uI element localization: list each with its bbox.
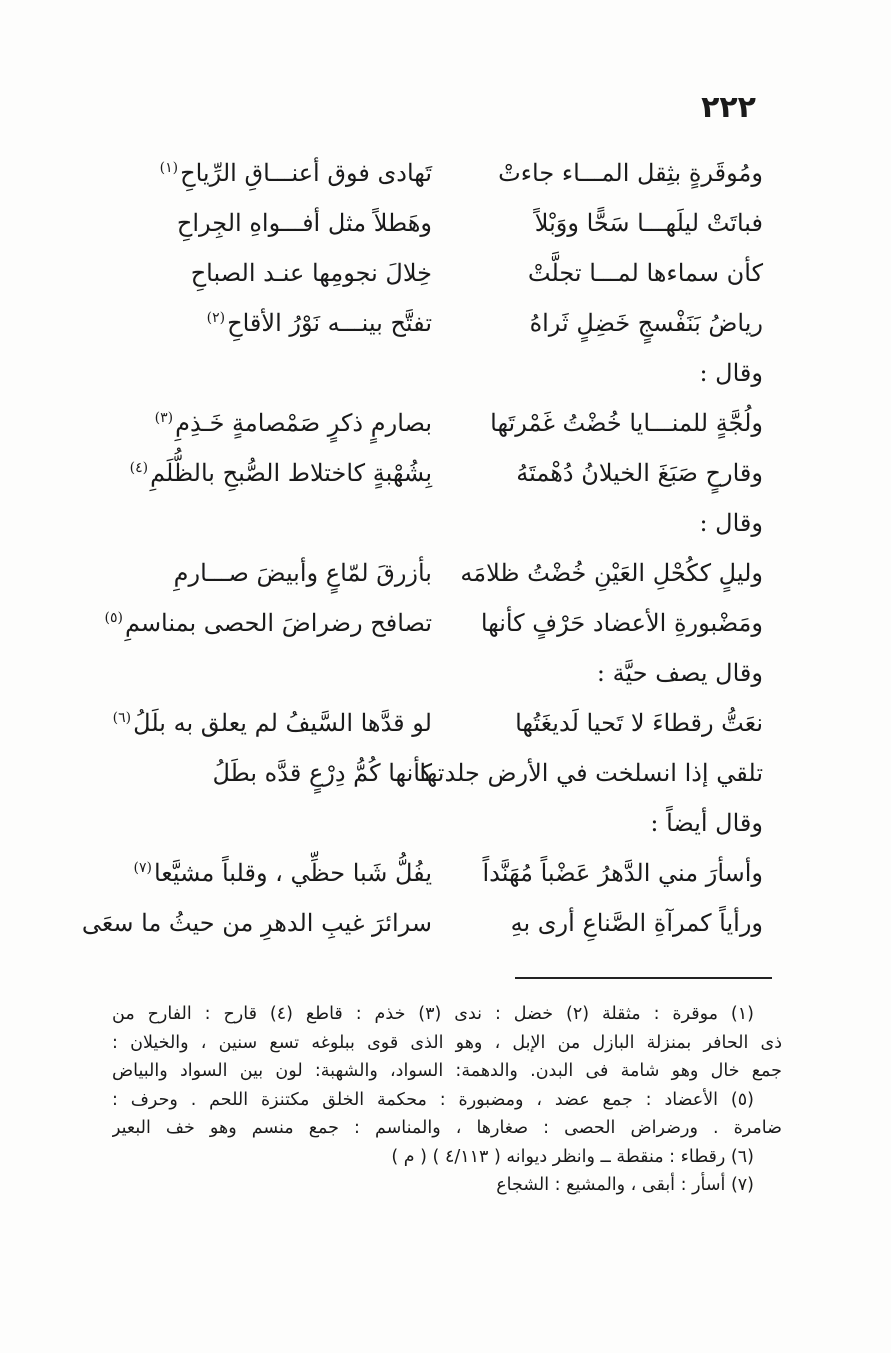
verse-second-hemistich bbox=[81, 898, 432, 948]
verse-first-hemistich: وقارحٍ صَبَغَ الخيلانُ دُهْمتَهُ bbox=[516, 459, 763, 487]
footnote-line: ضامرة . ورضراض الحصى : صغارها ، والمناسم : جمع منسم وهو خف البعير bbox=[112, 1118, 782, 1138]
verse-first-hemistich: كأن سماءها لمـــا تجلَّتْ bbox=[527, 259, 763, 287]
poem-block bbox=[81, 148, 763, 948]
poem-verse bbox=[127, 298, 763, 348]
verse-first-hemistich: وليلٍ ككُحْلِ العَيْنِ خُضْتُ ظلامَه bbox=[460, 559, 763, 587]
poem-verse bbox=[81, 898, 763, 948]
footnote-line: (٥) الأعضاد : جمع عضد ، ومضبورة : محكمة الخلق مكتنزة اللحم . وحرف : bbox=[112, 1089, 754, 1110]
poem-verse bbox=[127, 748, 763, 798]
footnote-marker: (٣) bbox=[154, 410, 174, 426]
hemistich-text: كأنها كُمُّ دِرْعٍ قدَّه بطَلُ bbox=[212, 759, 432, 787]
hemistich-text: بِشُهْبةٍ كاختلاط الصُّبحِ بالظُّلَمِ bbox=[150, 459, 432, 487]
poem-verse bbox=[127, 398, 763, 448]
poem-verse bbox=[127, 548, 763, 598]
verse-second-hemistich bbox=[127, 148, 432, 198]
hemistich-text: تفتَّح بينـــه نَوْرُ الأقاحِ bbox=[227, 309, 432, 337]
verse-second-hemistich bbox=[127, 448, 432, 498]
verse-first-hemistich: ورأياً كمرآةِ الصَّناعِ أرى بهِ bbox=[510, 909, 763, 937]
intro-text: وقال أيضاً : bbox=[650, 809, 763, 837]
verse-first-hemistich: فباتَتْ ليلَهـــا سَحًّا ووَبْلاً bbox=[534, 209, 763, 237]
poem-intro-line bbox=[127, 648, 763, 698]
poem-intro-line bbox=[127, 498, 763, 548]
hemistich-text: خِلالَ نجومِها عنـد الصباحِ bbox=[190, 259, 432, 287]
verse-second-hemistich bbox=[127, 298, 432, 348]
hemistich-text: تصافح رضراضَ الحصى بمناسمِ bbox=[124, 609, 432, 637]
page-number: ٢٢٢ bbox=[701, 90, 756, 125]
footnote-line: ذى الحافر بمنزلة البازل من الإبل ، وهو الذى قوى ببلوغه تسع سنين ، والخيلان : bbox=[112, 1032, 782, 1053]
poem-verse bbox=[127, 248, 763, 298]
verse-first-hemistich: رياضُ بَنَفْسجٍ خَضِلٍ ثَراهُ bbox=[529, 309, 763, 337]
footnote-marker: (٦) bbox=[112, 710, 132, 726]
intro-text: وقال : bbox=[699, 359, 763, 387]
verse-second-hemistich bbox=[127, 848, 432, 898]
verse-first-hemistich: وأسأرَ مني الدَّهرُ عَضْباً مُهَنَّداً bbox=[482, 859, 763, 887]
hemistich-text: بصارمٍ ذكرٍ صَمْصامةٍ خَـذِمِ bbox=[175, 409, 432, 437]
poem-verse bbox=[127, 848, 763, 898]
verse-first-hemistich: ولُجَّةٍ للمنـــايا خُضْتُ غَمْرتَها bbox=[490, 409, 763, 437]
hemistich-text: وهَطلاً مثل أفـــواهِ الجِراحِ bbox=[176, 209, 432, 237]
poem-verse bbox=[112, 698, 763, 748]
hemistich-text: سرائرَ غيبِ الدهرِ من حيثُ ما سعَى bbox=[81, 909, 432, 937]
poem-intro-line bbox=[127, 798, 763, 848]
poem-verse bbox=[127, 448, 763, 498]
verse-second-hemistich bbox=[127, 398, 432, 448]
footnote-line: (٧) أسأر : أبقى ، والمشيع : الشجاع bbox=[496, 1175, 754, 1195]
footnote-line: جمع خال وهو شامة فى البدن. والدهمة: السواد، والشهبة: لون بين السواد والبياض bbox=[112, 1061, 782, 1081]
hemistich-text: يفُلُّ شَبا حظِّي ، وقلباً مشيَّعا bbox=[153, 859, 432, 887]
verse-second-hemistich bbox=[127, 248, 432, 298]
poem-intro-line bbox=[127, 348, 763, 398]
footnote-divider bbox=[515, 977, 772, 979]
footnote-marker: (٢) bbox=[206, 310, 226, 326]
poem-verse bbox=[104, 598, 763, 648]
poem-verse bbox=[127, 148, 763, 198]
verse-second-hemistich bbox=[104, 598, 432, 648]
verse-second-hemistich bbox=[127, 198, 432, 248]
footnote-line: (٦) رقطاء : منقطة ــ وانظر ديوانه ( ٤/١١٣ ) ( م ) bbox=[391, 1146, 754, 1167]
intro-text: وقال يصف حيَّة : bbox=[596, 659, 763, 687]
footnote-marker: (٧) bbox=[133, 860, 152, 876]
hemistich-text: بأزرقَ لمّاعٍ وأبيضَ صـــارمِ bbox=[173, 559, 432, 587]
hemistich-text: تَهادى فوق أعنـــاقِ الرِّياحِ bbox=[180, 159, 432, 187]
verse-first-hemistich: تلقي إذا انسلخت في الأرض جلدتها bbox=[419, 759, 763, 787]
footnote-marker: (٤) bbox=[129, 460, 149, 476]
footnotes-block bbox=[112, 1000, 782, 1200]
verse-first-hemistich: ومَضْبورةِ الأعضاد حَرْفٍ كأنها bbox=[480, 609, 763, 637]
verse-first-hemistich: نعَتُّ رقطاءَ لا تَحيا لَديغَتُها bbox=[515, 709, 763, 737]
footnote-marker: (٥) bbox=[104, 610, 123, 626]
verse-second-hemistich bbox=[127, 748, 432, 798]
footnote-line: (١) موقرة : مثقلة (٢) خضل : ندى (٣) خذم : قاطع (٤) قارح : الفارح من bbox=[112, 1004, 754, 1024]
footnote-marker: (١) bbox=[159, 160, 179, 176]
verse-second-hemistich bbox=[127, 548, 432, 598]
verse-second-hemistich bbox=[112, 698, 432, 748]
verse-first-hemistich: ومُوقَرةٍ بثِقل المـــاء جاءتْ bbox=[498, 159, 763, 187]
hemistich-text: لو قدَّها السَّيفُ لم يعلق به بلَلُ bbox=[133, 709, 432, 737]
poem-verse bbox=[127, 198, 763, 248]
intro-text: وقال : bbox=[699, 509, 763, 537]
